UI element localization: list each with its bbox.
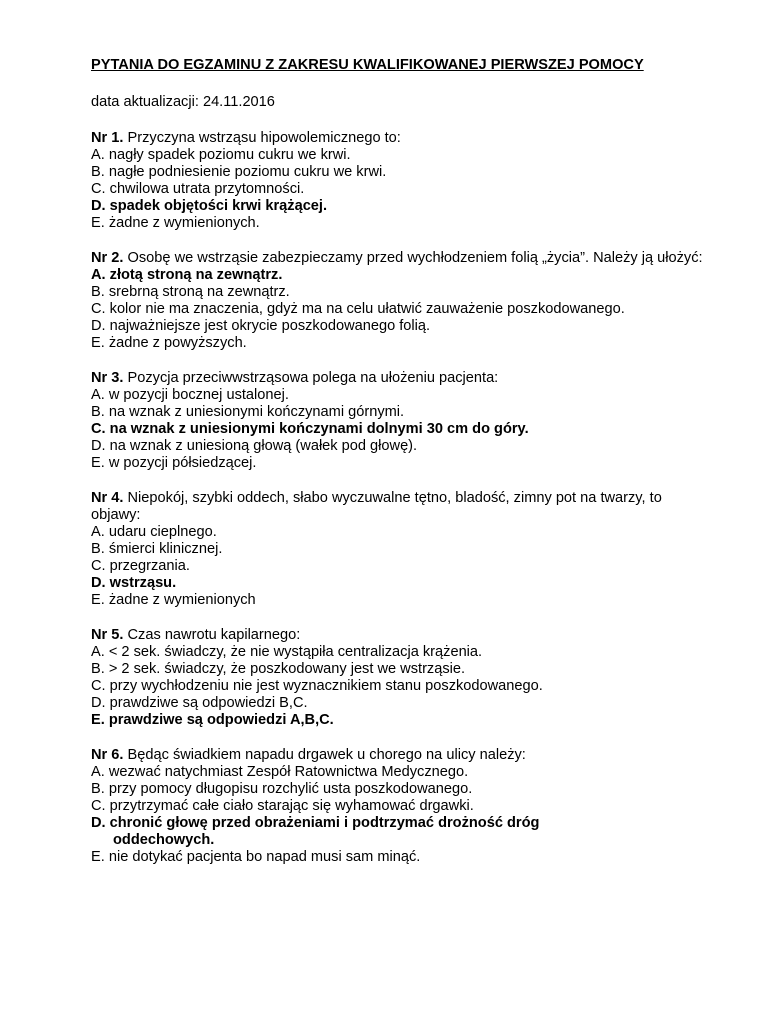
question-3	[91, 370, 711, 472]
answer-option: A. < 2 sek. świadczy, że nie wystąpiła centralizacja krążenia.	[91, 644, 483, 660]
answer-option: E. w pozycji półsiedzącej.	[91, 455, 257, 471]
answer-option: B. > 2 sek. świadczy, że poszkodowany jest we wstrząsie.	[91, 661, 466, 677]
correct-answer-option: D. chronić głowę przed obrażeniami i podtrzymać drożność dróg	[91, 815, 540, 831]
answer-option: D. prawdziwe są odpowiedzi B,C.	[91, 695, 308, 711]
answer-option: A. nagły spadek poziomu cukru we krwi.	[91, 147, 351, 163]
correct-answer-option: C. na wznak z uniesionymi kończynami dolnymi 30 cm do góry.	[91, 421, 529, 437]
question-number: Nr 3.	[91, 370, 124, 386]
answer-option: D. najważniejsze jest okrycie poszkodowanego folią.	[91, 318, 431, 334]
answer-option: A. wezwać natychmiast Zespół Ratownictwa Medycznego.	[91, 764, 469, 780]
answer-list	[91, 267, 711, 352]
update-date: data aktualizacji: 24.11.2016	[91, 94, 275, 110]
question-1	[91, 130, 711, 232]
answer-option: B. przy pomocy długopisu rozchylić usta poszkodowanego.	[91, 781, 473, 797]
document-content	[91, 57, 711, 884]
answer-option: C. chwilowa utrata przytomności.	[91, 181, 305, 197]
question-prompt: Czas nawrotu kapilarnego:	[127, 627, 301, 643]
question-prompt: Będąc świadkiem napadu drgawek u chorego na ulicy należy:	[127, 747, 526, 763]
question-2	[91, 250, 711, 352]
answer-option: B. srebrną stroną na zewnątrz.	[91, 284, 290, 300]
answer-option: C. przegrzania.	[91, 558, 190, 574]
question-text	[91, 130, 711, 147]
answer-option: C. przytrzymać całe ciało starając się wyhamować drgawki.	[91, 798, 474, 814]
answer-list	[91, 524, 711, 609]
answer-option: B. śmierci klinicznej.	[91, 541, 223, 557]
answer-option: A. w pozycji bocznej ustalonej.	[91, 387, 289, 403]
question-text	[91, 490, 711, 524]
answer-option: E. nie dotykać pacjenta bo napad musi sam minąć.	[91, 849, 421, 865]
correct-answer-continuation: oddechowych.	[113, 832, 215, 848]
question-prompt: Osobę we wstrząsie zabezpieczamy przed wychłodzeniem folią „życia”. Należy ją ułożyć:	[127, 250, 703, 266]
question-4	[91, 490, 711, 609]
question-prompt: Niepokój, szybki oddech, słabo wyczuwalne tętno, bladość, zimny pot na twarzy, to objawy:	[91, 490, 662, 523]
answer-list	[91, 147, 711, 232]
question-number: Nr 6.	[91, 747, 124, 763]
question-text	[91, 627, 711, 644]
correct-answer-option: E. prawdziwe są odpowiedzi A,B,C.	[91, 712, 334, 728]
question-prompt: Pozycja przeciwwstrząsowa polega na ułożeniu pacjenta:	[127, 370, 499, 386]
answer-option: E. żadne z wymienionych	[91, 592, 256, 608]
question-number: Nr 1.	[91, 130, 124, 146]
answer-list	[91, 644, 711, 729]
question-number: Nr 2.	[91, 250, 124, 266]
question-number: Nr 4.	[91, 490, 124, 506]
answer-option: C. przy wychłodzeniu nie jest wyznacznikiem stanu poszkodowanego.	[91, 678, 543, 694]
answer-option: A. udaru cieplnego.	[91, 524, 217, 540]
question-text	[91, 747, 711, 764]
correct-answer-option: A. złotą stroną na zewnątrz.	[91, 267, 283, 283]
document-title: PYTANIA DO EGZAMINU Z ZAKRESU KWALIFIKOWANEJ PIERWSZEJ POMOCY	[91, 57, 644, 73]
answer-option: E. żadne z wymienionych.	[91, 215, 260, 231]
question-prompt: Przyczyna wstrząsu hipowolemicznego to:	[127, 130, 401, 146]
answer-option: C. kolor nie ma znaczenia, gdyż ma na celu ułatwić zauważenie poszkodowanego.	[91, 301, 625, 317]
correct-answer-option: D. wstrząsu.	[91, 575, 177, 591]
question-6	[91, 747, 711, 866]
answer-option: B. na wznak z uniesionymi kończynami górnymi.	[91, 404, 405, 420]
answer-list	[91, 764, 711, 866]
question-5	[91, 627, 711, 729]
question-text	[91, 250, 711, 267]
correct-answer-option: D. spadek objętości krwi krążącej.	[91, 198, 328, 214]
question-number: Nr 5.	[91, 627, 124, 643]
answer-option: B. nagłe podniesienie poziomu cukru we krwi.	[91, 164, 387, 180]
question-text	[91, 370, 711, 387]
answer-option: E. żadne z powyższych.	[91, 335, 247, 351]
answer-list	[91, 387, 711, 472]
answer-option: D. na wznak z uniesioną głową (wałek pod głowę).	[91, 438, 418, 454]
